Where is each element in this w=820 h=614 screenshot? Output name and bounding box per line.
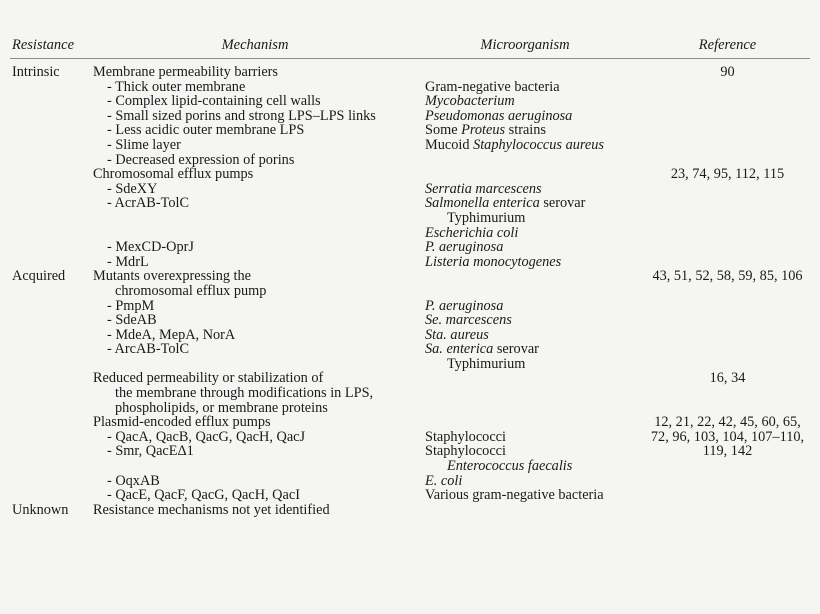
cell-reference: 119, 142 bbox=[702, 443, 753, 460]
table-row bbox=[10, 474, 810, 489]
text-run: - Thick outer membrane bbox=[107, 78, 246, 95]
species-name: Enterococcus faecalis bbox=[447, 458, 573, 475]
column-header-microorganism: Microorganism bbox=[480, 37, 570, 53]
cell-mechanism bbox=[93, 313, 157, 328]
table-header bbox=[10, 28, 810, 58]
cell-mechanism bbox=[93, 255, 149, 270]
cell-mechanism bbox=[93, 196, 189, 211]
table-row bbox=[10, 401, 810, 416]
cell-microorganism bbox=[425, 444, 506, 459]
cell-resistance: Intrinsic bbox=[12, 64, 60, 80]
column-header-reference: Reference bbox=[698, 37, 757, 53]
table-row bbox=[10, 182, 810, 197]
text-run: - QacA, QacB, QacG, QacH, QacJ bbox=[107, 428, 306, 445]
cell-mechanism bbox=[93, 80, 245, 95]
cell-microorganism bbox=[425, 342, 539, 357]
species-name: E. coli bbox=[425, 472, 463, 489]
text-run: Chromosomal efflux pumps bbox=[93, 166, 254, 183]
species-name: Serratia marcescens bbox=[425, 180, 542, 197]
cell-mechanism bbox=[93, 444, 194, 459]
species-name: Mycobacterium bbox=[425, 93, 515, 110]
cell-microorganism bbox=[425, 196, 585, 211]
species-name: Proteus bbox=[461, 122, 506, 139]
cell-mechanism bbox=[93, 138, 181, 153]
cell-mechanism bbox=[93, 474, 160, 489]
table-row bbox=[10, 80, 810, 95]
species-name: Sa. enterica bbox=[425, 341, 494, 358]
text-run: Some bbox=[425, 122, 462, 139]
column-header-resistance: Resistance bbox=[12, 37, 75, 53]
cell-mechanism bbox=[93, 109, 376, 124]
cell-microorganism bbox=[425, 182, 542, 197]
text-run: - AcrAB-TolC bbox=[107, 195, 189, 212]
cell-microorganism bbox=[425, 80, 560, 95]
table-row bbox=[10, 240, 810, 255]
text-run: - Slime layer bbox=[107, 136, 181, 153]
text-run: - MexCD-OprJ bbox=[107, 239, 194, 256]
text-run: Membrane permeability barriers bbox=[93, 64, 278, 80]
text-run: Plasmid-encoded efflux pumps bbox=[93, 414, 271, 431]
table-row bbox=[10, 109, 810, 124]
table-row bbox=[10, 65, 810, 80]
cell-reference: 72, 96, 103, 104, 107–110, bbox=[650, 428, 805, 445]
cell-microorganism bbox=[425, 430, 506, 445]
cell-mechanism bbox=[93, 153, 294, 168]
cell-microorganism bbox=[425, 94, 515, 109]
table-row bbox=[10, 328, 810, 343]
cell-mechanism bbox=[93, 182, 157, 197]
text-run: - Smr, QacEΔ1 bbox=[107, 443, 194, 460]
cell-reference: 90 bbox=[720, 64, 735, 80]
table-row bbox=[10, 415, 810, 430]
cell-mechanism bbox=[93, 488, 300, 503]
column-header-mechanism: Mechanism bbox=[221, 37, 289, 53]
cell-resistance: Acquired bbox=[12, 268, 66, 285]
text-run: - OqxAB bbox=[107, 472, 160, 489]
text-run: Mutants overexpressing the bbox=[93, 268, 252, 285]
table-row bbox=[10, 342, 810, 357]
cell-mechanism bbox=[93, 386, 373, 401]
cell-microorganism bbox=[425, 459, 572, 474]
cell-microorganism bbox=[425, 138, 604, 153]
cell-reference: 23, 74, 95, 112, 115 bbox=[670, 166, 785, 183]
table-body bbox=[10, 65, 810, 517]
text-run: - ArcAB-TolC bbox=[107, 341, 189, 358]
text-run: - Decreased expression of porins bbox=[107, 151, 295, 168]
table-row bbox=[10, 503, 810, 518]
cell-mechanism bbox=[93, 284, 266, 299]
table-row bbox=[10, 313, 810, 328]
text-run: Reduced permeability or stabilization of bbox=[93, 370, 324, 387]
cell-microorganism bbox=[425, 123, 546, 138]
text-run: serovar bbox=[539, 195, 586, 212]
cell-mechanism bbox=[93, 167, 253, 182]
cell-microorganism bbox=[425, 211, 525, 226]
text-run: Typhimurium bbox=[447, 209, 526, 226]
cell-microorganism bbox=[425, 313, 512, 328]
table-row bbox=[10, 196, 810, 211]
text-run: - Less acidic outer membrane LPS bbox=[107, 122, 305, 139]
table-row bbox=[10, 299, 810, 314]
table-row bbox=[10, 167, 810, 182]
cell-microorganism bbox=[425, 299, 503, 314]
species-name: P. aeruginosa bbox=[425, 239, 504, 256]
cell-mechanism bbox=[93, 503, 330, 518]
text-run: - MdrL bbox=[107, 253, 149, 270]
table-row bbox=[10, 226, 810, 241]
table-row bbox=[10, 255, 810, 270]
cell-mechanism bbox=[93, 328, 235, 343]
text-run: the membrane through modifications in LPS, bbox=[115, 385, 374, 402]
table-row bbox=[10, 123, 810, 138]
cell-microorganism bbox=[425, 328, 489, 343]
text-run: Staphylococci bbox=[425, 443, 506, 460]
cell-microorganism bbox=[425, 488, 604, 503]
table-row bbox=[10, 94, 810, 109]
text-run: Typhimurium bbox=[447, 355, 526, 372]
text-run: serovar bbox=[493, 341, 539, 358]
table-row bbox=[10, 153, 810, 168]
cell-resistance: Unknown bbox=[12, 501, 69, 518]
text-run: Resistance mechanisms not yet identified bbox=[93, 501, 330, 518]
text-run: Gram-negative bacteria bbox=[425, 78, 560, 95]
text-run: Staphylococci bbox=[425, 428, 506, 445]
text-run: Various gram-negative bacteria bbox=[425, 487, 604, 504]
cell-mechanism bbox=[93, 371, 323, 386]
table-row bbox=[10, 211, 810, 226]
table-row bbox=[10, 386, 810, 401]
species-name: Sta. aureus bbox=[425, 326, 489, 343]
table-row bbox=[10, 371, 810, 386]
cell-mechanism bbox=[93, 94, 321, 109]
species-name: Escherichia coli bbox=[425, 224, 519, 241]
species-name: Listeria monocytogenes bbox=[425, 253, 562, 270]
table-row bbox=[10, 269, 810, 284]
text-run: Mucoid bbox=[425, 136, 474, 153]
cell-mechanism bbox=[93, 240, 194, 255]
cell-mechanism bbox=[93, 123, 304, 138]
text-run: - Small sized porins and strong LPS–LPS links bbox=[107, 107, 376, 124]
species-name: Staphylococcus aureus bbox=[473, 136, 604, 153]
table-row bbox=[10, 459, 810, 474]
table-row bbox=[10, 488, 810, 503]
cell-mechanism bbox=[93, 269, 251, 284]
table-row bbox=[10, 357, 810, 372]
cell-microorganism bbox=[425, 255, 561, 270]
text-run: - SdeAB bbox=[107, 312, 157, 329]
header-rule bbox=[10, 58, 810, 59]
table-row bbox=[10, 138, 810, 153]
cell-mechanism bbox=[93, 65, 278, 80]
text-run: - SdeXY bbox=[107, 180, 158, 197]
table-row bbox=[10, 430, 810, 445]
text-run: - Complex lipid-containing cell walls bbox=[107, 93, 321, 110]
cell-mechanism bbox=[93, 299, 154, 314]
cell-microorganism bbox=[425, 357, 525, 372]
cell-microorganism bbox=[425, 474, 462, 489]
text-run: - QacE, QacF, QacG, QacH, QacI bbox=[107, 487, 300, 504]
species-name: Pseudomonas aeruginosa bbox=[425, 107, 573, 124]
cell-microorganism bbox=[425, 240, 503, 255]
species-name: Se. marcescens bbox=[425, 312, 512, 329]
cell-reference: 12, 21, 22, 42, 45, 60, 65, bbox=[654, 414, 801, 431]
cell-reference: 16, 34 bbox=[709, 370, 746, 387]
cell-mechanism bbox=[93, 415, 271, 430]
text-run: - MdeA, MepA, NorA bbox=[107, 326, 236, 343]
species-name: Salmonella enterica bbox=[425, 195, 540, 212]
text-run: chromosomal efflux pump bbox=[115, 282, 267, 299]
table-row bbox=[10, 444, 810, 459]
text-run: - PmpM bbox=[107, 297, 155, 314]
cell-mechanism bbox=[93, 342, 189, 357]
cell-mechanism bbox=[93, 401, 328, 416]
text-run: phospholipids, or membrane proteins bbox=[115, 399, 328, 416]
resistance-mechanisms-table bbox=[0, 28, 820, 614]
cell-reference: 43, 51, 52, 58, 59, 85, 106 bbox=[652, 268, 803, 285]
cell-microorganism bbox=[425, 226, 518, 241]
species-name: P. aeruginosa bbox=[425, 297, 504, 314]
text-run: strains bbox=[505, 122, 546, 139]
cell-mechanism bbox=[93, 430, 305, 445]
cell-microorganism bbox=[425, 109, 572, 124]
table-row bbox=[10, 284, 810, 299]
